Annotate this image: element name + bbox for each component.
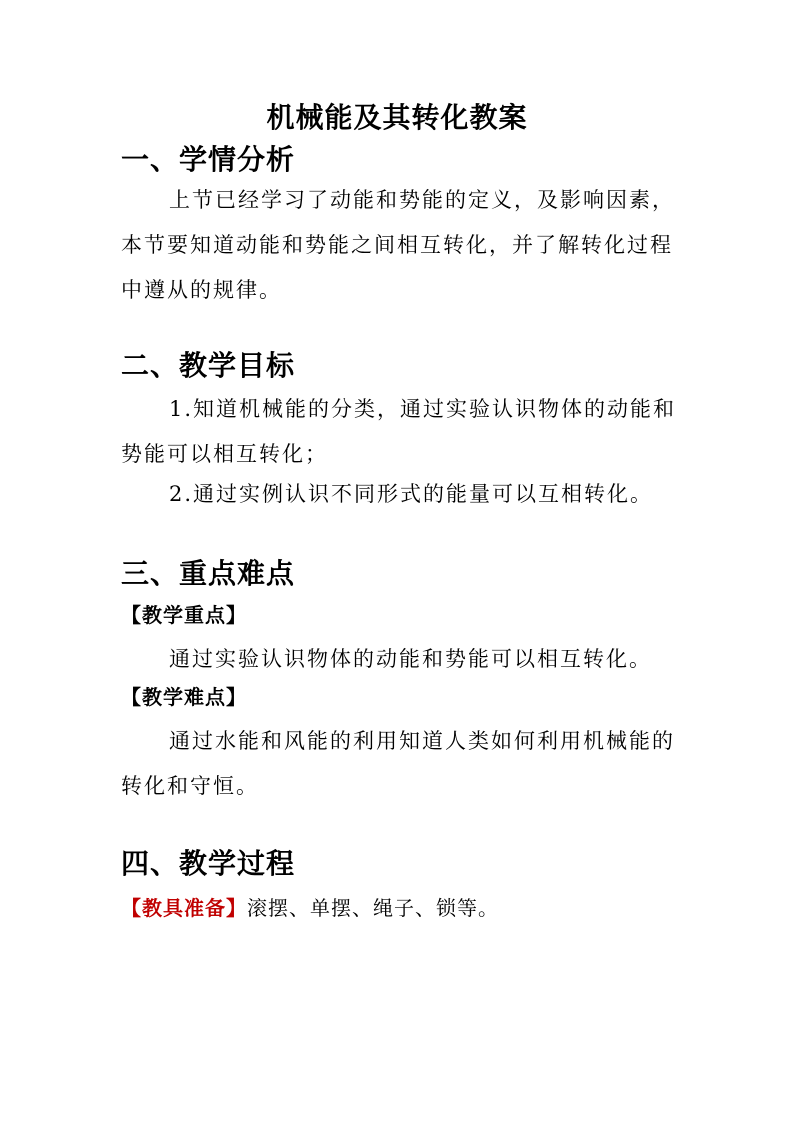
teaching-goal-2: 2.通过实例认识不同形式的能量可以互相转化。 (169, 482, 654, 506)
difficulty-text: 通过水能和风能的利用知道人类如何利用机械能的转化和守恒。 (121, 729, 675, 798)
key-point-text: 通过实验认识物体的动能和势能可以相互转化。 (169, 647, 652, 671)
section-heading-learning-analysis: 一、学情分析 (121, 143, 296, 176)
teaching-goal-1: 1.知道机械能的分类，通过实验认识物体的动能和势能可以相互转化； (121, 397, 677, 466)
section-heading-teaching-goals: 二、教学目标 (121, 349, 296, 382)
difficulty-label: 【教学难点】 (121, 685, 247, 709)
prep-text: 滚摆、单摆、绳子、锁等。 (247, 896, 499, 920)
prep-line (121, 890, 499, 926)
key-point-label: 【教学重点】 (121, 603, 247, 627)
section-heading-key-points: 三、重点难点 (121, 557, 296, 590)
document-title: 机械能及其转化教案 (266, 101, 528, 134)
section-heading-teaching-process: 四、教学过程 (121, 847, 296, 880)
learning-analysis-paragraph: 上节已经学习了动能和势能的定义，及影响因素，本节要知道动能和势能之间相互转化，并了解转化过程中遵从的规律。 (121, 188, 675, 302)
prep-label: 【教具准备】 (121, 896, 247, 920)
